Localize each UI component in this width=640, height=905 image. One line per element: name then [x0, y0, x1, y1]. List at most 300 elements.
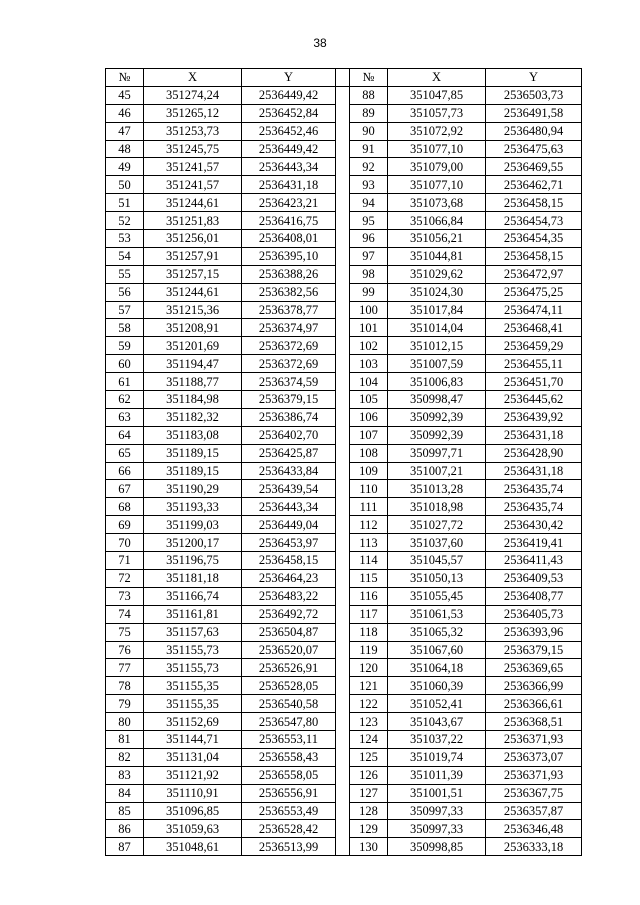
- column-gap: [336, 194, 350, 212]
- table-row: [106, 444, 582, 462]
- column-gap: [336, 552, 350, 570]
- y-coordinate: 2536357,87: [486, 802, 582, 820]
- point-number: 114: [350, 552, 388, 570]
- y-coordinate: 2536431,18: [486, 462, 582, 480]
- table-row: [106, 516, 582, 534]
- point-number: 53: [106, 230, 144, 248]
- y-coordinate: 2536452,46: [242, 122, 336, 140]
- y-coordinate: 2536386,74: [242, 408, 336, 426]
- header-x: X: [144, 69, 242, 87]
- y-coordinate: 2536547,80: [242, 713, 336, 731]
- point-number: 63: [106, 408, 144, 426]
- y-coordinate: 2536462,71: [486, 176, 582, 194]
- point-number: 103: [350, 355, 388, 373]
- y-coordinate: 2536411,43: [486, 552, 582, 570]
- point-number: 59: [106, 337, 144, 355]
- point-number: 125: [350, 748, 388, 766]
- y-coordinate: 2536388,26: [242, 265, 336, 283]
- point-number: 85: [106, 802, 144, 820]
- column-gap: [336, 319, 350, 337]
- point-number: 93: [350, 176, 388, 194]
- table-row: [106, 283, 582, 301]
- table-row: [106, 230, 582, 248]
- column-gap: [336, 176, 350, 194]
- point-number: 47: [106, 122, 144, 140]
- y-coordinate: 2536513,99: [242, 838, 336, 856]
- y-coordinate: 2536469,55: [486, 158, 582, 176]
- point-number: 91: [350, 140, 388, 158]
- point-number: 104: [350, 373, 388, 391]
- y-coordinate: 2536458,15: [486, 194, 582, 212]
- y-coordinate: 2536454,73: [486, 212, 582, 230]
- column-gap: [336, 104, 350, 122]
- table-row: [106, 802, 582, 820]
- table-row: [106, 462, 582, 480]
- x-coordinate: 351199,03: [144, 516, 242, 534]
- x-coordinate: 351007,59: [388, 355, 486, 373]
- point-number: 127: [350, 784, 388, 802]
- point-number: 116: [350, 587, 388, 605]
- x-coordinate: 351044,81: [388, 247, 486, 265]
- x-coordinate: 351189,15: [144, 444, 242, 462]
- point-number: 84: [106, 784, 144, 802]
- point-number: 79: [106, 695, 144, 713]
- point-number: 74: [106, 605, 144, 623]
- x-coordinate: 351257,91: [144, 247, 242, 265]
- point-number: 76: [106, 641, 144, 659]
- y-coordinate: 2536443,34: [242, 498, 336, 516]
- column-gap: [336, 516, 350, 534]
- x-coordinate: 351256,01: [144, 230, 242, 248]
- y-coordinate: 2536368,51: [486, 713, 582, 731]
- column-gap: [336, 498, 350, 516]
- point-number: 64: [106, 426, 144, 444]
- column-gap: [336, 408, 350, 426]
- table-row: [106, 480, 582, 498]
- point-number: 87: [106, 838, 144, 856]
- y-coordinate: 2536430,42: [486, 516, 582, 534]
- x-coordinate: 351096,85: [144, 802, 242, 820]
- point-number: 100: [350, 301, 388, 319]
- y-coordinate: 2536366,99: [486, 677, 582, 695]
- y-coordinate: 2536373,07: [486, 748, 582, 766]
- column-gap: [336, 534, 350, 552]
- table-row: [106, 355, 582, 373]
- y-coordinate: 2536458,15: [486, 247, 582, 265]
- point-number: 126: [350, 766, 388, 784]
- point-number: 92: [350, 158, 388, 176]
- table-row: [106, 677, 582, 695]
- point-number: 61: [106, 373, 144, 391]
- x-coordinate: 351006,83: [388, 373, 486, 391]
- table-row: [106, 659, 582, 677]
- y-coordinate: 2536408,77: [486, 587, 582, 605]
- column-gap: [336, 444, 350, 462]
- y-coordinate: 2536451,70: [486, 373, 582, 391]
- x-coordinate: 351110,91: [144, 784, 242, 802]
- column-gap: [336, 140, 350, 158]
- column-gap: [336, 391, 350, 409]
- point-number: 109: [350, 462, 388, 480]
- column-gap: [336, 86, 350, 104]
- y-coordinate: 2536453,97: [242, 534, 336, 552]
- x-coordinate: 351121,92: [144, 766, 242, 784]
- point-number: 65: [106, 444, 144, 462]
- y-coordinate: 2536520,07: [242, 641, 336, 659]
- coordinates-table: [105, 68, 582, 856]
- x-coordinate: 351014,04: [388, 319, 486, 337]
- y-coordinate: 2536475,63: [486, 140, 582, 158]
- point-number: 113: [350, 534, 388, 552]
- y-coordinate: 2536419,41: [486, 534, 582, 552]
- x-coordinate: 351024,30: [388, 283, 486, 301]
- column-gap: [336, 677, 350, 695]
- x-coordinate: 351037,60: [388, 534, 486, 552]
- point-number: 78: [106, 677, 144, 695]
- x-coordinate: 351183,08: [144, 426, 242, 444]
- point-number: 130: [350, 838, 388, 856]
- y-coordinate: 2536455,11: [486, 355, 582, 373]
- y-coordinate: 2536428,90: [486, 444, 582, 462]
- x-coordinate: 351001,51: [388, 784, 486, 802]
- y-coordinate: 2536435,74: [486, 480, 582, 498]
- column-gap: [336, 301, 350, 319]
- x-coordinate: 350997,71: [388, 444, 486, 462]
- x-coordinate: 351043,67: [388, 713, 486, 731]
- y-coordinate: 2536409,53: [486, 569, 582, 587]
- y-coordinate: 2536452,84: [242, 104, 336, 122]
- x-coordinate: 351208,91: [144, 319, 242, 337]
- table-row: [106, 265, 582, 283]
- x-coordinate: 351048,61: [144, 838, 242, 856]
- column-gap: [336, 748, 350, 766]
- x-coordinate: 351011,39: [388, 766, 486, 784]
- y-coordinate: 2536556,91: [242, 784, 336, 802]
- table-header-row: [106, 69, 582, 87]
- y-coordinate: 2536475,25: [486, 283, 582, 301]
- x-coordinate: 351050,13: [388, 569, 486, 587]
- y-coordinate: 2536528,42: [242, 820, 336, 838]
- point-number: 120: [350, 659, 388, 677]
- y-coordinate: 2536492,72: [242, 605, 336, 623]
- table-row: [106, 426, 582, 444]
- x-coordinate: 351265,12: [144, 104, 242, 122]
- table-row: [106, 140, 582, 158]
- point-number: 86: [106, 820, 144, 838]
- table-row: [106, 373, 582, 391]
- header-y: Y: [242, 69, 336, 87]
- column-gap: [336, 122, 350, 140]
- column-gap: [336, 355, 350, 373]
- x-coordinate: 351274,24: [144, 86, 242, 104]
- point-number: 96: [350, 230, 388, 248]
- x-coordinate: 351047,85: [388, 86, 486, 104]
- table-row: [106, 104, 582, 122]
- column-gap: [336, 283, 350, 301]
- y-coordinate: 2536454,35: [486, 230, 582, 248]
- column-gap: [336, 838, 350, 856]
- x-coordinate: 351007,21: [388, 462, 486, 480]
- point-number: 58: [106, 319, 144, 337]
- x-coordinate: 351079,00: [388, 158, 486, 176]
- y-coordinate: 2536346,48: [486, 820, 582, 838]
- point-number: 108: [350, 444, 388, 462]
- column-gap: [336, 462, 350, 480]
- x-coordinate: 351060,39: [388, 677, 486, 695]
- point-number: 75: [106, 623, 144, 641]
- y-coordinate: 2536423,21: [242, 194, 336, 212]
- y-coordinate: 2536378,77: [242, 301, 336, 319]
- table-row: [106, 122, 582, 140]
- column-gap: [336, 230, 350, 248]
- x-coordinate: 350997,33: [388, 802, 486, 820]
- x-coordinate: 351251,83: [144, 212, 242, 230]
- point-number: 56: [106, 283, 144, 301]
- x-coordinate: 351241,57: [144, 158, 242, 176]
- y-coordinate: 2536483,22: [242, 587, 336, 605]
- column-gap: [336, 623, 350, 641]
- table-body: [106, 86, 582, 855]
- header-y: Y: [486, 69, 582, 87]
- point-number: 46: [106, 104, 144, 122]
- table-row: [106, 212, 582, 230]
- column-gap: [336, 569, 350, 587]
- x-coordinate: 351184,98: [144, 391, 242, 409]
- y-coordinate: 2536395,10: [242, 247, 336, 265]
- x-coordinate: 351077,10: [388, 176, 486, 194]
- y-coordinate: 2536468,41: [486, 319, 582, 337]
- y-coordinate: 2536464,23: [242, 569, 336, 587]
- y-coordinate: 2536459,29: [486, 337, 582, 355]
- point-number: 118: [350, 623, 388, 641]
- y-coordinate: 2536480,94: [486, 122, 582, 140]
- y-coordinate: 2536445,62: [486, 391, 582, 409]
- x-coordinate: 351161,81: [144, 605, 242, 623]
- table-row: [106, 730, 582, 748]
- x-coordinate: 351152,69: [144, 713, 242, 731]
- table-row: [106, 605, 582, 623]
- point-number: 89: [350, 104, 388, 122]
- x-coordinate: 351201,69: [144, 337, 242, 355]
- table-row: [106, 301, 582, 319]
- table-row: [106, 820, 582, 838]
- x-coordinate: 351055,45: [388, 587, 486, 605]
- x-coordinate: 351131,04: [144, 748, 242, 766]
- column-gap: [336, 587, 350, 605]
- x-coordinate: 350992,39: [388, 408, 486, 426]
- x-coordinate: 351012,15: [388, 337, 486, 355]
- table-row: [106, 552, 582, 570]
- column-gap: [336, 247, 350, 265]
- x-coordinate: 351253,73: [144, 122, 242, 140]
- y-coordinate: 2536503,73: [486, 86, 582, 104]
- y-coordinate: 2536439,92: [486, 408, 582, 426]
- y-coordinate: 2536393,96: [486, 623, 582, 641]
- point-number: 123: [350, 713, 388, 731]
- x-coordinate: 351257,15: [144, 265, 242, 283]
- y-coordinate: 2536379,15: [242, 391, 336, 409]
- column-gap: [336, 373, 350, 391]
- table-row: [106, 587, 582, 605]
- y-coordinate: 2536366,61: [486, 695, 582, 713]
- y-coordinate: 2536433,84: [242, 462, 336, 480]
- point-number: 99: [350, 283, 388, 301]
- x-coordinate: 351052,41: [388, 695, 486, 713]
- y-coordinate: 2536449,42: [242, 140, 336, 158]
- point-number: 124: [350, 730, 388, 748]
- page-number: 38: [313, 36, 327, 50]
- y-coordinate: 2536431,18: [242, 176, 336, 194]
- point-number: 88: [350, 86, 388, 104]
- x-coordinate: 351037,22: [388, 730, 486, 748]
- x-coordinate: 351155,35: [144, 695, 242, 713]
- y-coordinate: 2536474,11: [486, 301, 582, 319]
- y-coordinate: 2536405,73: [486, 605, 582, 623]
- x-coordinate: 351059,63: [144, 820, 242, 838]
- point-number: 52: [106, 212, 144, 230]
- point-number: 97: [350, 247, 388, 265]
- point-number: 107: [350, 426, 388, 444]
- x-coordinate: 351215,36: [144, 301, 242, 319]
- x-coordinate: 351056,21: [388, 230, 486, 248]
- column-gap: [336, 158, 350, 176]
- point-number: 117: [350, 605, 388, 623]
- x-coordinate: 351241,57: [144, 176, 242, 194]
- x-coordinate: 351166,74: [144, 587, 242, 605]
- x-coordinate: 351057,73: [388, 104, 486, 122]
- point-number: 119: [350, 641, 388, 659]
- y-coordinate: 2536333,18: [486, 838, 582, 856]
- point-number: 60: [106, 355, 144, 373]
- x-coordinate: 351196,75: [144, 552, 242, 570]
- x-coordinate: 351155,73: [144, 659, 242, 677]
- point-number: 72: [106, 569, 144, 587]
- y-coordinate: 2536369,65: [486, 659, 582, 677]
- point-number: 95: [350, 212, 388, 230]
- column-gap: [336, 69, 350, 87]
- table-row: [106, 247, 582, 265]
- x-coordinate: 351067,60: [388, 641, 486, 659]
- table-row: [106, 337, 582, 355]
- point-number: 54: [106, 247, 144, 265]
- y-coordinate: 2536371,93: [486, 766, 582, 784]
- column-gap: [336, 659, 350, 677]
- x-coordinate: 351245,75: [144, 140, 242, 158]
- point-number: 94: [350, 194, 388, 212]
- point-number: 122: [350, 695, 388, 713]
- point-number: 51: [106, 194, 144, 212]
- point-number: 71: [106, 552, 144, 570]
- table-row: [106, 623, 582, 641]
- x-coordinate: 351072,92: [388, 122, 486, 140]
- table-row: [106, 766, 582, 784]
- y-coordinate: 2536449,04: [242, 516, 336, 534]
- point-number: 90: [350, 122, 388, 140]
- x-coordinate: 351244,61: [144, 194, 242, 212]
- y-coordinate: 2536371,93: [486, 730, 582, 748]
- x-coordinate: 351155,73: [144, 641, 242, 659]
- column-gap: [336, 784, 350, 802]
- x-coordinate: 351019,74: [388, 748, 486, 766]
- y-coordinate: 2536374,97: [242, 319, 336, 337]
- table-row: [106, 641, 582, 659]
- y-coordinate: 2536553,11: [242, 730, 336, 748]
- y-coordinate: 2536382,56: [242, 283, 336, 301]
- y-coordinate: 2536540,58: [242, 695, 336, 713]
- y-coordinate: 2536379,15: [486, 641, 582, 659]
- column-gap: [336, 820, 350, 838]
- y-coordinate: 2536435,74: [486, 498, 582, 516]
- point-number: 55: [106, 265, 144, 283]
- y-coordinate: 2536372,69: [242, 355, 336, 373]
- y-coordinate: 2536491,58: [486, 104, 582, 122]
- x-coordinate: 351190,29: [144, 480, 242, 498]
- x-coordinate: 351077,10: [388, 140, 486, 158]
- x-coordinate: 351188,77: [144, 373, 242, 391]
- point-number: 82: [106, 748, 144, 766]
- point-number: 112: [350, 516, 388, 534]
- point-number: 105: [350, 391, 388, 409]
- table-row: [106, 748, 582, 766]
- point-number: 102: [350, 337, 388, 355]
- table-row: [106, 408, 582, 426]
- x-coordinate: 351017,84: [388, 301, 486, 319]
- x-coordinate: 351065,32: [388, 623, 486, 641]
- column-gap: [336, 766, 350, 784]
- x-coordinate: 351061,53: [388, 605, 486, 623]
- table-row: [106, 176, 582, 194]
- point-number: 49: [106, 158, 144, 176]
- table-row: [106, 86, 582, 104]
- x-coordinate: 351193,33: [144, 498, 242, 516]
- point-number: 80: [106, 713, 144, 731]
- y-coordinate: 2536439,54: [242, 480, 336, 498]
- x-coordinate: 351189,15: [144, 462, 242, 480]
- column-gap: [336, 802, 350, 820]
- point-number: 67: [106, 480, 144, 498]
- y-coordinate: 2536553,49: [242, 802, 336, 820]
- x-coordinate: 351157,63: [144, 623, 242, 641]
- x-coordinate: 350992,39: [388, 426, 486, 444]
- y-coordinate: 2536558,43: [242, 748, 336, 766]
- point-number: 129: [350, 820, 388, 838]
- y-coordinate: 2536402,70: [242, 426, 336, 444]
- y-coordinate: 2536374,59: [242, 373, 336, 391]
- y-coordinate: 2536528,05: [242, 677, 336, 695]
- column-gap: [336, 605, 350, 623]
- x-coordinate: 351182,32: [144, 408, 242, 426]
- x-coordinate: 351181,18: [144, 569, 242, 587]
- x-coordinate: 351155,35: [144, 677, 242, 695]
- x-coordinate: 351027,72: [388, 516, 486, 534]
- table-row: [106, 534, 582, 552]
- point-number: 110: [350, 480, 388, 498]
- point-number: 69: [106, 516, 144, 534]
- point-number: 48: [106, 140, 144, 158]
- y-coordinate: 2536416,75: [242, 212, 336, 230]
- point-number: 111: [350, 498, 388, 516]
- table-row: [106, 713, 582, 731]
- x-coordinate: 351144,71: [144, 730, 242, 748]
- x-coordinate: 350997,33: [388, 820, 486, 838]
- table-row: [106, 838, 582, 856]
- point-number: 101: [350, 319, 388, 337]
- column-gap: [336, 426, 350, 444]
- header-number: №: [350, 69, 388, 87]
- x-coordinate: 351013,28: [388, 480, 486, 498]
- y-coordinate: 2536472,97: [486, 265, 582, 283]
- point-number: 70: [106, 534, 144, 552]
